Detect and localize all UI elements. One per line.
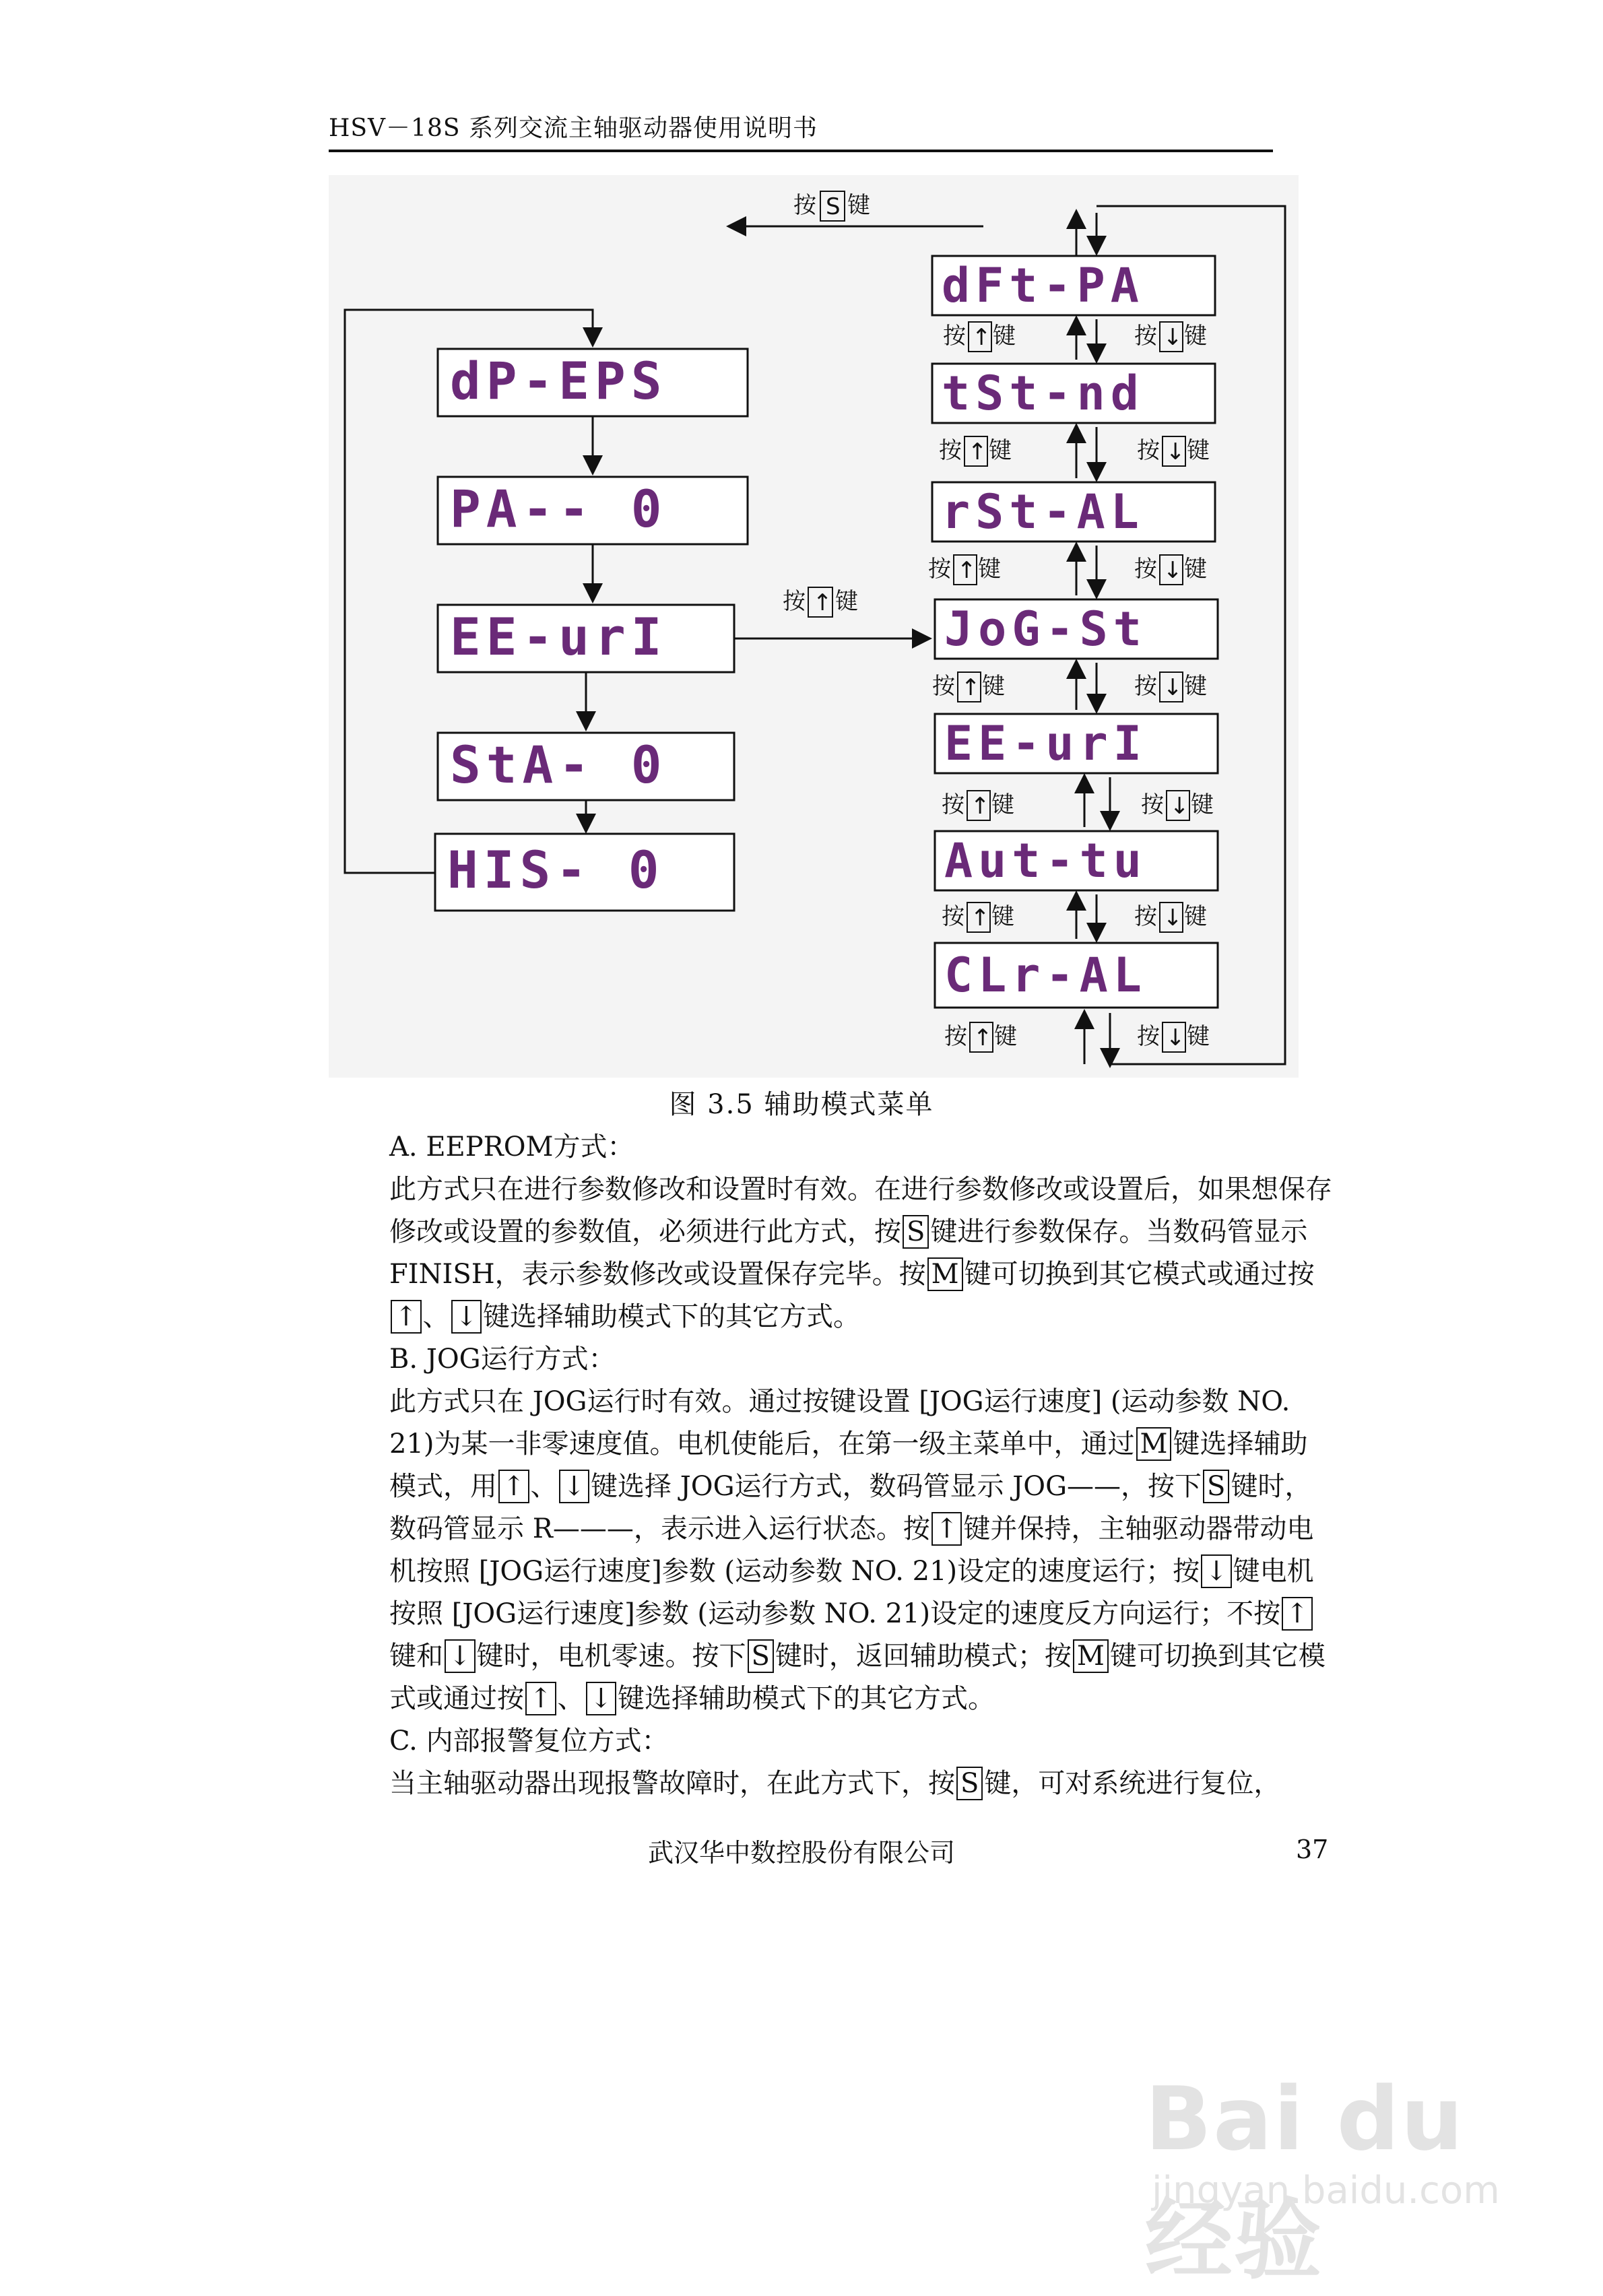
lcd-sta: StA- 0: [450, 735, 667, 795]
svg-text:键: 键: [1187, 1023, 1210, 1050]
svg-text:按: 按: [1134, 323, 1157, 350]
section-b-paragraph: 此方式只在 JOG运行时有效。通过按键设置 [JOG运行速度] (运动参数 NO. 21)为某一非零速度值。电机使能后，在第一级主菜单中，通过 M 键选择辅助模式，用 ↑ 、 ↓ 键选择 JOG运行方式，数码管显示 JOG——，按下 S 键时，数码管显示 R———，表示进入运行状态。按 ↑ 键并保持，主轴驱动器带动电机按照 [JOG运行速度]参数 (运动参数 NO. 21)设定的速度运行；按 ↓ 键电机按照 [JOG运行速度]参数 (运动参数 NO. 21)设定的速度反方向运行；不按 ↑键和 ↓ 键时，电机零速。按下 S 键时，返回辅助模式；按 M 键可切换到其它模式或通过按 ↑ 、 ↓ 键选择辅助模式下的其它方式。: [389, 1386, 1326, 1714]
svg-text:按: 按: [1134, 556, 1157, 583]
left-lcd-3: [438, 605, 734, 672]
svg-text:键: 键: [1191, 791, 1214, 818]
lcd-tst-nd: tSt-nd: [942, 366, 1144, 421]
svg-text:键: 键: [1184, 556, 1207, 583]
svg-text:↓: ↓: [1163, 674, 1183, 701]
svg-text:↑: ↑: [968, 438, 987, 465]
document-header: HSV－18S 系列交流主轴驱动器使用说明书: [329, 114, 818, 142]
svg-text:↑: ↑: [973, 1024, 993, 1051]
svg-text:键: 键: [982, 673, 1005, 700]
auxiliary-mode-diagram: [329, 175, 1299, 1078]
svg-text:↑: ↑: [961, 674, 981, 701]
label-press-s-top: [793, 191, 870, 221]
lcd-jog-st: JoG-St: [944, 601, 1147, 657]
svg-text:键: 键: [978, 556, 1001, 583]
diagram-svg: [329, 175, 1299, 1078]
section-c-title: C. 内部报警复位方式：: [389, 1726, 669, 1757]
lcd-rst-al: rSt-AL: [942, 484, 1144, 539]
svg-text:键: 键: [1184, 323, 1207, 350]
svg-text:S: S: [826, 193, 841, 220]
svg-text:键: 键: [1187, 437, 1210, 464]
watermark-brand: Bai du 经验: [1145, 2068, 1465, 2291]
lcd-aut-tu: Aut-tu: [944, 833, 1147, 888]
svg-text:键: 键: [1184, 903, 1207, 930]
lcd-dp-eps: dP-EPS: [450, 351, 667, 411]
key-up: ↑: [1282, 1597, 1313, 1631]
key-down: ↓: [586, 1682, 617, 1715]
svg-text:↑: ↑: [971, 793, 990, 820]
right-lcd-6: [935, 831, 1218, 890]
section-c-paragraph: 当主轴驱动器出现报警故障时，在此方式下，按 S 键，可对系统进行复位，: [389, 1768, 1281, 1799]
svg-text:↑: ↑: [972, 324, 991, 351]
lcd-pa: PA-- 0: [450, 479, 667, 539]
key-m: M: [927, 1257, 963, 1291]
watermark-url: jingyan.baidu.com: [1152, 2169, 1500, 2212]
svg-text:↑: ↑: [971, 905, 990, 931]
right-lcd-3: [932, 482, 1215, 542]
svg-text:↓: ↓: [1163, 324, 1183, 351]
svg-text:按: 按: [1137, 437, 1160, 464]
svg-text:键: 键: [994, 1023, 1017, 1050]
svg-text:键: 键: [835, 588, 858, 615]
section-a-title: A. EEPROM方式：: [389, 1131, 634, 1162]
lcd-ee-uri-right: EE-urI: [944, 716, 1147, 771]
svg-text:↑: ↑: [813, 589, 832, 616]
right-lcd-5: [935, 714, 1218, 773]
key-s: S: [1203, 1470, 1229, 1503]
svg-text:按: 按: [939, 437, 962, 464]
svg-text:↑: ↑: [957, 557, 977, 584]
right-lcd-7: [935, 943, 1218, 1008]
svg-text:按: 按: [1141, 791, 1164, 818]
svg-text:按: 按: [793, 192, 816, 219]
svg-text:按: 按: [1137, 1023, 1160, 1050]
label-press-up-middle: [783, 587, 858, 617]
svg-text:键: 键: [989, 437, 1012, 464]
baidu-watermark: [1145, 2027, 1549, 2291]
svg-text:↓: ↓: [1166, 1024, 1185, 1051]
right-lcd-4: [935, 599, 1218, 659]
svg-text:按: 按: [1134, 903, 1157, 930]
lcd-his: HIS- 0: [447, 840, 665, 900]
svg-text:键: 键: [993, 323, 1016, 350]
svg-text:按: 按: [1134, 673, 1157, 700]
svg-text:按: 按: [944, 1023, 967, 1050]
svg-text:键: 键: [1184, 673, 1207, 700]
left-lcd-2: [438, 477, 748, 544]
svg-text:按: 按: [932, 673, 955, 700]
section-a-paragraph: 此方式只在进行参数修改和设置时有效。在进行参数修改或设置后，如果想保存修改或设置的参数值，必须进行此方式，按 S 键进行参数保存。当数码管显示 FINISH，表示参数修改或设置保存完毕。按 M 键可切换到其它模式或通过按↑ 、 ↓ 键选择辅助模式下的其它方式。: [389, 1174, 1332, 1332]
left-lcd-5: [435, 834, 734, 911]
lcd-clr-al: CLr-AL: [944, 948, 1147, 1003]
key-down: ↓: [451, 1300, 482, 1334]
svg-text:键: 键: [991, 791, 1014, 818]
section-b-title: B. JOG运行方式：: [389, 1344, 616, 1375]
svg-text:按: 按: [928, 556, 951, 583]
header-rule: [329, 150, 1273, 152]
right-lcd-2: [932, 364, 1215, 423]
figure-caption: 图 3.5 辅助模式菜单: [669, 1089, 934, 1120]
key-s: S: [748, 1639, 774, 1673]
left-lcd-4: [438, 733, 734, 800]
page-number: 37: [1296, 1835, 1329, 1864]
svg-text:↓: ↓: [1166, 438, 1185, 465]
key-down: ↓: [559, 1470, 590, 1503]
right-lcd-1: [932, 256, 1215, 315]
key-s: S: [903, 1215, 929, 1249]
body-text: [389, 1126, 1332, 1805]
svg-text:键: 键: [991, 903, 1014, 930]
key-down: ↓: [1201, 1554, 1232, 1588]
svg-text:按: 按: [942, 791, 964, 818]
svg-text:↓: ↓: [1163, 905, 1183, 931]
key-s: S: [956, 1767, 983, 1800]
svg-text:按: 按: [783, 588, 806, 615]
key-up: ↑: [931, 1512, 962, 1546]
key-m: M: [1136, 1427, 1172, 1461]
key-up: ↑: [525, 1682, 556, 1715]
lcd-dft-pa: dFt-PA: [942, 258, 1144, 313]
footer-company: 武汉华中数控股份有限公司: [647, 1838, 955, 1868]
lcd-ee-uri-left: EE-urI: [450, 607, 667, 667]
key-up: ↑: [391, 1300, 422, 1334]
key-up: ↑: [498, 1470, 529, 1503]
svg-text:↓: ↓: [1170, 793, 1189, 820]
svg-text:按: 按: [942, 903, 964, 930]
left-lcd-1: [438, 349, 748, 416]
key-m: M: [1073, 1639, 1109, 1673]
svg-text:键: 键: [847, 192, 870, 219]
svg-text:↓: ↓: [1163, 557, 1183, 584]
key-down: ↓: [445, 1639, 476, 1673]
svg-text:按: 按: [943, 323, 966, 350]
